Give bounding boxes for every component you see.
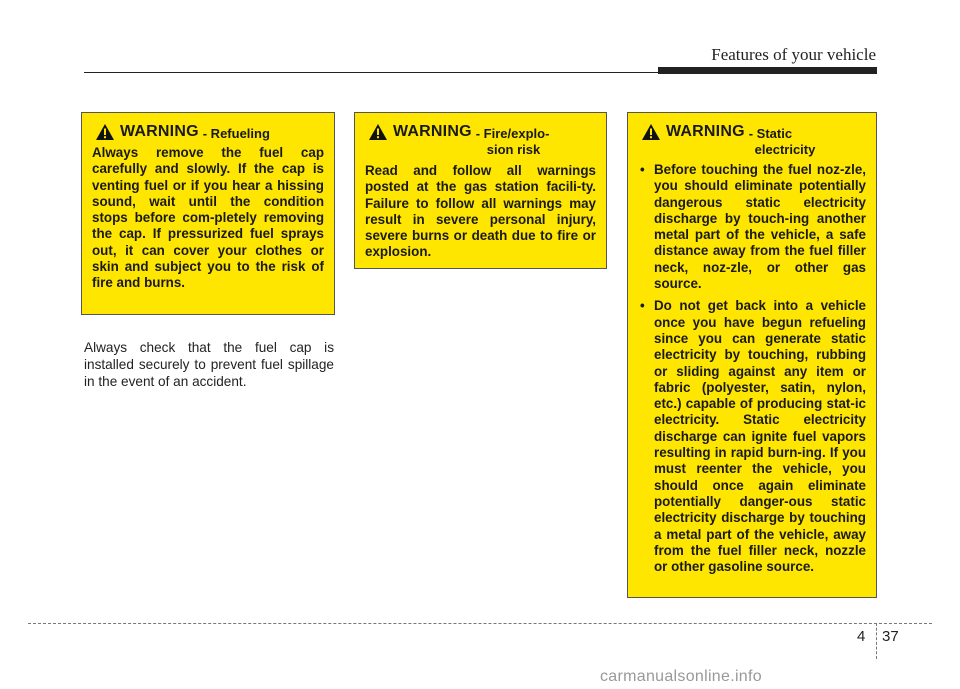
bullet-text: Do not get back into a vehicle once you have begun refueling since you can generate static electricity by touching, rubbing or sliding against any item or fabric (polyester, satin, nylon, etc.) capable of producing stat-ic electricity. Static electricity discharge can ignite fuel vapors resulting in rapid burn-ing. If you must reenter the vehicle, you should once again eliminate potentially danger-ous static electricity discharge by touching a metal part of the vehicle, away from the fuel filler neck, nozzle or other gasoline source. bbox=[654, 298, 866, 575]
header-rule bbox=[84, 72, 724, 73]
warning-subtitle-line2: sion risk bbox=[486, 142, 541, 157]
warning-bullet-item bbox=[638, 162, 866, 292]
bullet-icon: • bbox=[640, 298, 645, 314]
page-header-title: Features of your vehicle bbox=[711, 45, 876, 64]
warning-heading bbox=[638, 123, 866, 141]
warning-subtitle-line2: electricity bbox=[754, 142, 816, 157]
warning-text: Read and follow all warnings posted at the gas station facili-ty. Failure to follow all warnings may result in severe personal injury, severe burns or death due to fire or explosion. bbox=[365, 163, 596, 260]
page-number: 37 bbox=[882, 628, 899, 645]
warning-triangle-icon bbox=[642, 124, 660, 140]
warning-word: WARNING bbox=[120, 123, 199, 140]
warning-word: WARNING bbox=[666, 123, 745, 140]
warning-heading bbox=[365, 123, 596, 141]
warning-box-fire bbox=[354, 112, 607, 269]
warning-triangle-icon bbox=[369, 124, 387, 140]
warning-box-refueling bbox=[81, 112, 335, 315]
watermark: carmanualsonline.info bbox=[600, 668, 762, 685]
footer-divider bbox=[876, 623, 877, 659]
warning-box-static bbox=[627, 112, 877, 598]
warning-subtitle: - Fire/explo- bbox=[475, 126, 550, 141]
warning-heading bbox=[92, 123, 324, 141]
body-paragraph: Always check that the fuel cap is installed securely to prevent fuel spillage in the event of an accident. bbox=[84, 340, 334, 389]
warning-triangle-icon bbox=[96, 124, 114, 140]
bullet-icon: • bbox=[640, 162, 645, 177]
header-rule-accent bbox=[658, 67, 877, 74]
warning-bullet-item bbox=[638, 298, 866, 575]
warning-word: WARNING bbox=[393, 123, 472, 140]
footer-rule bbox=[28, 623, 932, 624]
warning-bullet-list bbox=[638, 162, 866, 575]
chapter-number: 4 bbox=[857, 628, 866, 645]
warning-text: Always remove the fuel cap carefully and slowly. If the cap is venting fuel or if you hear a hissing sound, wait until the condition stops before com-pletely removing the cap. If pressurized fuel sprays out, it can cover your clothes or skin and subject you to the risk of fire and burns. bbox=[92, 145, 324, 291]
bullet-text: Before touching the fuel noz-zle, you should eliminate potentially dangerous static electricity discharge by touch-ing another metal part of the vehicle, a safe distance away from the fuel filler neck, noz-zle, or other gas source. bbox=[654, 162, 866, 292]
warning-subtitle: - Refueling bbox=[202, 126, 270, 141]
warning-subtitle: - Static bbox=[748, 126, 793, 141]
